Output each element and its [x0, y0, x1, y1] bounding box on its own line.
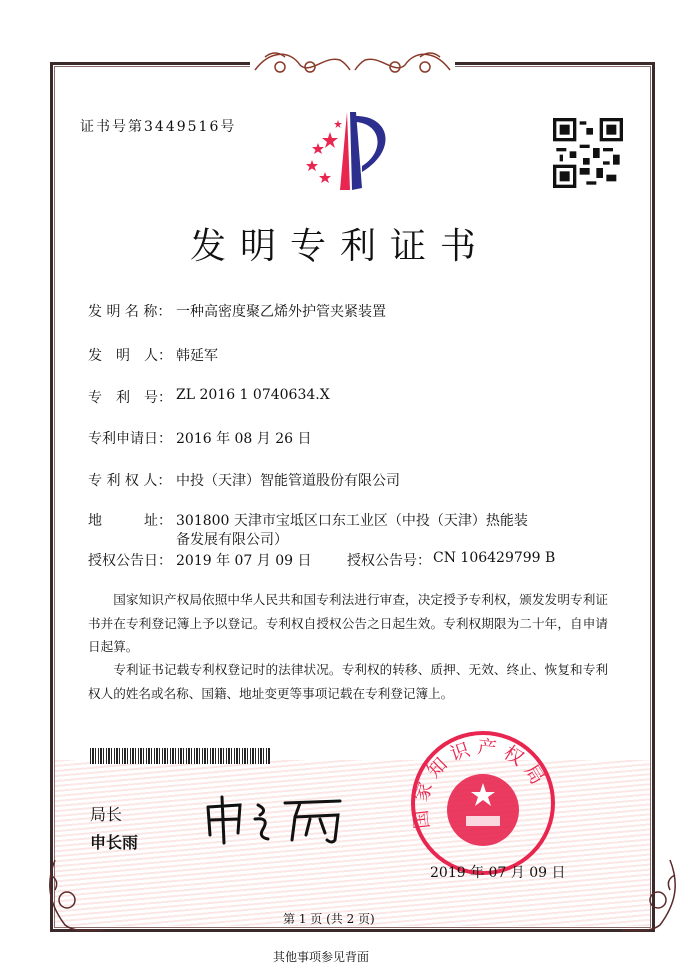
director-signature — [200, 795, 350, 845]
grant-date-label: 授权公告日： — [88, 553, 172, 569]
grant-number-label: 授权公告号： — [347, 553, 431, 569]
address-value-line1: 301800 天津市宝坻区口东工业区（中投（天津）热能装 — [176, 513, 528, 529]
address-label: 地 址： — [88, 513, 172, 529]
inventor-value: 韩延军 — [176, 348, 218, 364]
patent-number-label: 专 利 号： — [88, 390, 172, 406]
back-note: 其他事项参见背面 — [273, 950, 370, 964]
filing-date-value: 2016 年 08 月 26 日 — [176, 431, 312, 447]
director-title: 局长 — [90, 805, 123, 824]
director-name: 申长雨 — [90, 833, 139, 852]
invention-name-value: 一种高密度聚乙烯外护管夹紧装置 — [176, 304, 386, 320]
cnipa-logo — [290, 110, 400, 192]
grant-date-value: 2019 年 07 月 09 日 — [176, 553, 312, 569]
filing-date-label: 专利申请日： — [88, 431, 172, 447]
address-value-line2: 备发展有限公司） — [176, 532, 288, 548]
invention-name-label: 发 明 名 称： — [88, 304, 172, 320]
paragraph-registration: 国家知识产权局依照中华人民共和国专利法进行审查，决定授予专利权，颁发发明专利证书并在专利登记簿上予以登记。专利权自授权公告之日起生效。专利权期限为二十年，自申请日起算。 — [88, 592, 608, 654]
patentee-label: 专 利 权 人： — [88, 473, 172, 489]
grant-number-value: CN 106429799 B — [433, 550, 556, 566]
official-seal — [408, 728, 558, 878]
inventor-label: 发 明 人： — [88, 348, 172, 364]
corner-ornament-bottom-right — [620, 855, 680, 935]
seal-date: 2019 年 07 月 09 日 — [430, 865, 566, 881]
top-dragon-ornament — [250, 45, 455, 80]
seal-text: 国家知识产权局 — [409, 735, 552, 831]
barcode — [90, 748, 270, 764]
certificate-frame-inner — [54, 66, 651, 928]
certificate-number: 证书号第3449516号 — [80, 119, 237, 135]
patentee-value: 中投（天津）智能管道股份有限公司 — [176, 473, 400, 489]
paragraph-legal-status: 专利证书记载专利权登记时的法律状况。专利权的转移、质押、无效、终止、恢复和专利权人的姓名或名称、国籍、地址变更等事项记载在专利登记簿上。 — [88, 662, 608, 701]
qr-code — [553, 118, 623, 188]
corner-ornament-bottom-left — [45, 855, 105, 935]
page-indicator: 第 1 页 (共 2 页) — [283, 912, 375, 926]
patent-number-value: ZL 2016 1 0740634.X — [176, 387, 330, 403]
page-title: 发明专利证书 — [189, 226, 490, 267]
